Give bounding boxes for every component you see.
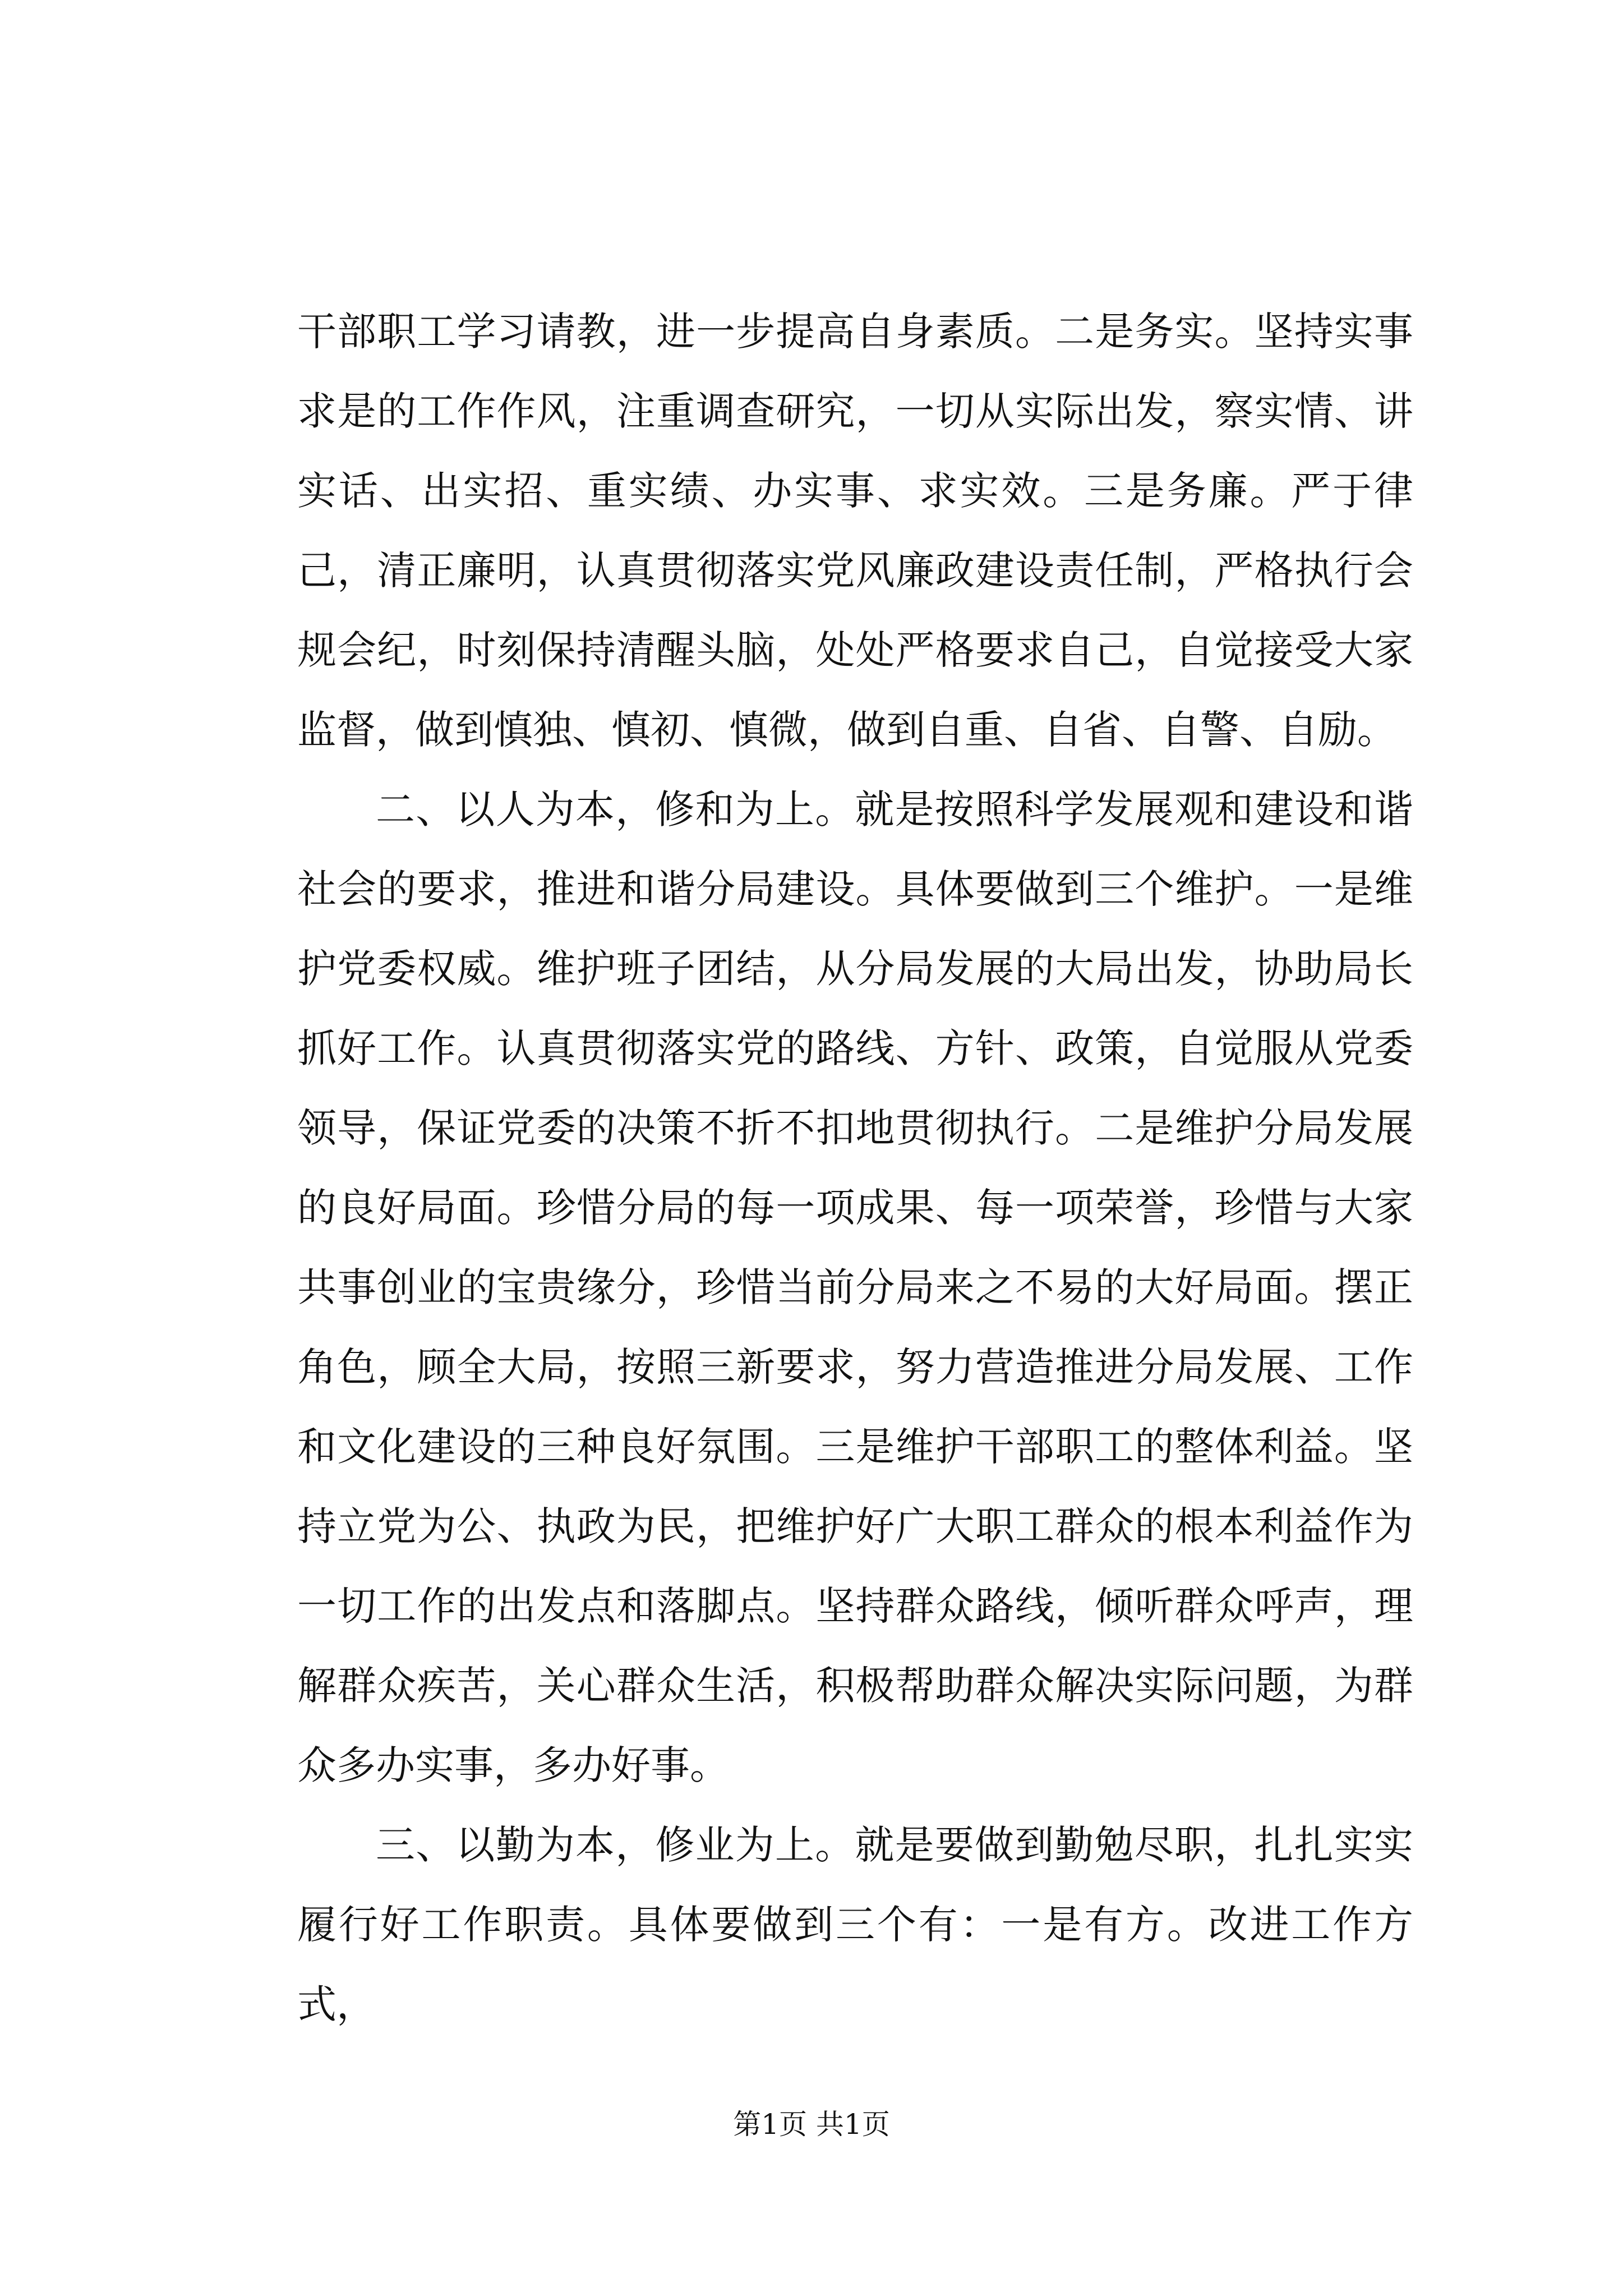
paragraph-2: 二、以人为本，修和为上。就是按照科学发展观和建设和谐社会的要求，推进和谐分局建设。具体要做到三个维护。一是维护党委权威。维护班子团结，从分局发展的大局出发，协助局长抓好工作。认真贯彻落实党的路线、方针、政策，自觉服从党委领导，保证党委的决策不折不扣地贯彻执行。二是维护分局发展的良好局面。珍惜分局的每一项成果、每一项荣誉，珍惜与大家共事创业的宝贵缘分，珍惜当前分局来之不易的大好局面。摆正角色，顾全大局，按照三新要求，努力营造推进分局发展、工作和文化建设的三种良好氛围。三是维护干部职工的整体利益。坚持立党为公、执政为民，把维护好广大职工群众的根本利益作为一切工作的出发点和落脚点。坚持群众路线，倾听群众呼声，理解群众疾苦，关心群众生活，积极帮助群众解决实际问题，为群众多办实事，多办好事。 — [297, 786, 1413, 1788]
page-footer: 第1页 共1页 — [733, 2108, 890, 2141]
paragraph-3: 三、以勤为本，修业为上。就是要做到勤勉尽职，扎扎实实履行好工作职责。具体要做到三个有：一是有方。改进工作方式， — [297, 1822, 1413, 2027]
document-body — [297, 292, 1413, 2044]
paragraph-1: 干部职工学习请教，进一步提高自身素质。二是务实。坚持实事求是的工作作风，注重调查研究，一切从实际出发，察实情、讲实话、出实招、重实绩、办实事、求实效。三是务廉。严于律己，清正廉明，认真贯彻落实党风廉政建设责任制，严格执行会规会纪，时刻保持清醒头脑，处处严格要求自己，自觉接受大家监督，做到慎独、慎初、慎微，做到自重、自省、自警、自励。 — [297, 309, 1413, 753]
